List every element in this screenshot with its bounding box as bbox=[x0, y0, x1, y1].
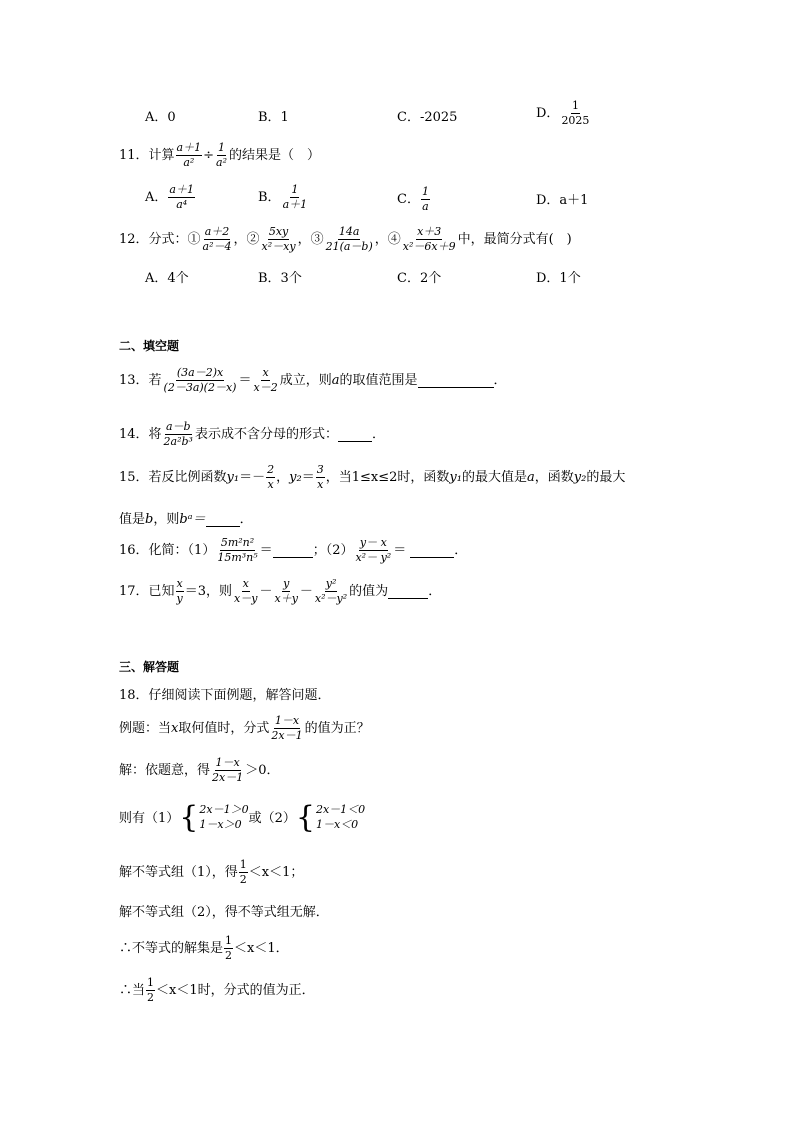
fraction-numerator: a＋2 bbox=[204, 226, 231, 240]
question-text: 14．将 bbox=[119, 427, 162, 443]
operator: － bbox=[259, 584, 273, 600]
q10-option-d bbox=[536, 100, 591, 127]
question-text: ＜x＜1． bbox=[234, 941, 289, 957]
fraction-denominator: 2025 bbox=[561, 114, 590, 128]
fraction-numerator: x bbox=[242, 578, 250, 592]
fraction-denominator: a＋1 bbox=[282, 198, 308, 212]
separator: ，② bbox=[233, 232, 260, 248]
question-text: ，函数 bbox=[534, 470, 574, 486]
question-text: 的取值范围是 bbox=[339, 373, 418, 389]
fraction-numerator: 2 bbox=[266, 464, 275, 478]
answer-blank[interactable] bbox=[273, 543, 313, 558]
fraction-denominator: a bbox=[422, 200, 429, 214]
fraction-numerator: 1 bbox=[217, 142, 226, 156]
fraction bbox=[202, 226, 233, 253]
question-text: ＝3，则 bbox=[184, 584, 233, 600]
question-text: ＜x＜1时，分式的值为正． bbox=[156, 983, 315, 999]
fraction bbox=[224, 935, 233, 962]
equals-sign: ＝ bbox=[393, 543, 407, 559]
fraction-denominator: a² bbox=[216, 156, 227, 170]
fraction-numerator: 5m²n² bbox=[220, 537, 255, 551]
question-text: 13．若 bbox=[119, 373, 162, 389]
question-text: 15．若反比例函数 bbox=[119, 470, 227, 486]
fraction bbox=[163, 421, 194, 448]
fraction-denominator: x－2 bbox=[253, 381, 278, 395]
question-text: 11．计算 bbox=[119, 148, 175, 164]
solution-line bbox=[119, 757, 280, 784]
question-text: 16．化简：（1） bbox=[119, 543, 216, 559]
fraction-numerator: a＋1 bbox=[168, 184, 195, 198]
variable: a bbox=[331, 373, 340, 389]
separator: ，③ bbox=[297, 232, 324, 248]
fraction-numerator: 1 bbox=[146, 977, 155, 991]
question-16 bbox=[119, 537, 467, 564]
question-15-line-2 bbox=[119, 512, 253, 527]
step-3 bbox=[119, 935, 289, 962]
question-text: 的结果是（ ） bbox=[228, 148, 320, 164]
fraction-numerator: 1－x bbox=[215, 757, 241, 771]
operator: ÷ bbox=[203, 148, 215, 164]
separator: ，④ bbox=[374, 232, 401, 248]
variable: y₂ bbox=[289, 470, 302, 486]
equals-sign: ＝ bbox=[301, 470, 315, 486]
step-2: 解不等式组（2），得不等式组无解． bbox=[119, 905, 329, 920]
fraction-numerator: x＋3 bbox=[416, 226, 442, 240]
fraction bbox=[354, 537, 392, 564]
fraction bbox=[282, 184, 309, 211]
question-text: ＜x＜1； bbox=[248, 865, 304, 881]
fraction-denominator: 21(a－b) bbox=[325, 240, 373, 254]
fraction bbox=[261, 226, 297, 253]
q10-option-a: A．0 bbox=[145, 110, 176, 125]
fraction bbox=[239, 859, 248, 886]
variable: b bbox=[145, 512, 154, 527]
question-15 bbox=[119, 464, 625, 491]
question-text: 12．分式：① bbox=[119, 232, 201, 248]
question-17 bbox=[119, 578, 441, 605]
fraction-denominator: 2 bbox=[239, 873, 247, 887]
question-text: 表示成不含分母的形式： bbox=[194, 427, 338, 443]
q11-option-c bbox=[397, 186, 431, 213]
q10-option-d-label: D． bbox=[536, 106, 560, 122]
section-heading: 三、解答题 bbox=[119, 660, 180, 674]
question-text: ． bbox=[493, 373, 507, 389]
question-text: 取何值时，分式 bbox=[178, 721, 270, 737]
question-text: 则有（1） bbox=[119, 810, 180, 826]
fraction-denominator: a² bbox=[183, 156, 195, 170]
section-heading: 二、填空题 bbox=[119, 339, 180, 353]
variable: y₁ bbox=[449, 470, 462, 486]
fraction-denominator: x＋y bbox=[274, 592, 298, 606]
separator: ， bbox=[276, 470, 290, 486]
question-text: 解不等式组（1），得 bbox=[119, 865, 238, 881]
fraction-numerator: 1 bbox=[290, 184, 299, 198]
expression: bᵃ＝ bbox=[179, 512, 206, 527]
variable: a bbox=[526, 470, 535, 486]
fraction-denominator: a²－4 bbox=[202, 240, 232, 254]
question-13 bbox=[119, 367, 507, 394]
answer-blank[interactable] bbox=[338, 427, 372, 442]
fraction-numerator: y² bbox=[325, 578, 338, 592]
fraction-denominator: x²－y² bbox=[314, 592, 348, 606]
step-4 bbox=[119, 977, 315, 1004]
option-label: B． bbox=[258, 190, 281, 206]
fraction bbox=[233, 578, 258, 605]
fraction-numerator: 1 bbox=[224, 935, 233, 949]
question-text: 的最大 bbox=[586, 470, 626, 486]
fraction-denominator: x－y bbox=[234, 592, 258, 606]
fraction bbox=[253, 367, 279, 394]
q10-option-b: B．1 bbox=[258, 110, 289, 125]
equals-sign: ＝ bbox=[238, 373, 252, 389]
equals-sign: ＝ bbox=[259, 543, 273, 559]
fraction bbox=[421, 186, 430, 213]
question-14 bbox=[119, 421, 385, 448]
inequality: 1－x＞0 bbox=[199, 818, 242, 831]
fraction-numerator: a＋1 bbox=[176, 142, 203, 156]
q12-option-a: A．4个 bbox=[145, 271, 189, 286]
fraction bbox=[316, 464, 325, 491]
fraction-numerator: 1－x bbox=[274, 715, 300, 729]
fraction-denominator: a⁴ bbox=[176, 198, 188, 212]
question-18-lead: 18．仔细阅读下面例题，解答问题． bbox=[119, 688, 331, 703]
question-text: 解：依题意，得 bbox=[119, 763, 211, 779]
fraction-numerator: 3 bbox=[316, 464, 325, 478]
brace-icon: { bbox=[179, 800, 199, 835]
q11-option-b bbox=[258, 184, 309, 211]
fraction-numerator: 1 bbox=[421, 186, 430, 200]
fraction-denominator: x bbox=[317, 478, 324, 492]
separator: ；（2） bbox=[312, 543, 354, 559]
fraction-denominator: x²－6x＋9 bbox=[402, 240, 456, 254]
fraction-denominator: (2－3a)(2－x) bbox=[163, 381, 237, 395]
fraction-numerator: a－b bbox=[165, 421, 192, 435]
fraction-numerator: y－ x bbox=[359, 537, 388, 551]
fraction bbox=[163, 367, 238, 394]
fraction bbox=[402, 226, 457, 253]
question-text: 例题：当 bbox=[119, 721, 172, 737]
fraction-denominator: x²－xy bbox=[261, 240, 296, 254]
question-text: ． bbox=[428, 584, 442, 600]
q11-option-a bbox=[145, 184, 196, 211]
fraction bbox=[266, 464, 275, 491]
fraction-denominator: x bbox=[267, 478, 274, 492]
fraction bbox=[211, 757, 244, 784]
question-text: ∴不等式的解集是 bbox=[119, 941, 224, 957]
fraction bbox=[146, 977, 155, 1004]
inequality-system-2 bbox=[295, 800, 366, 835]
question-text: 中，最简分式有( ) bbox=[457, 232, 572, 248]
operator: － bbox=[299, 584, 313, 600]
fraction-numerator: x bbox=[176, 578, 184, 592]
example-line bbox=[119, 715, 370, 742]
fraction-numerator: 14a bbox=[338, 226, 361, 240]
brace-icon: { bbox=[295, 800, 315, 835]
fraction-numerator: y bbox=[282, 578, 290, 592]
question-text: ． bbox=[371, 427, 385, 443]
fraction bbox=[273, 578, 298, 605]
system-line bbox=[119, 800, 366, 835]
question-text: 的最大值是 bbox=[461, 470, 527, 486]
variable: x bbox=[171, 721, 179, 737]
fraction bbox=[216, 537, 258, 564]
fraction-numerator: 1 bbox=[239, 859, 248, 873]
fraction-denominator: 15m³n⁵ bbox=[217, 551, 258, 565]
fraction-numerator: (3a－2)x bbox=[176, 367, 224, 381]
fraction-denominator: y bbox=[176, 592, 183, 606]
question-text: ，当1≤x≤2时，函数 bbox=[325, 470, 450, 486]
inequality: 1－x＜0 bbox=[315, 818, 359, 831]
fraction-denominator: 2a²b³ bbox=[163, 435, 193, 449]
fraction-denominator: 2x－1 bbox=[271, 729, 303, 743]
fraction bbox=[314, 578, 348, 605]
fraction-numerator: 1 bbox=[571, 100, 580, 114]
q12-option-b: B．3个 bbox=[258, 271, 302, 286]
fraction bbox=[215, 142, 228, 169]
step-1 bbox=[119, 859, 303, 886]
question-text: 值是 bbox=[119, 512, 146, 527]
question-text: ． bbox=[239, 512, 253, 527]
option-label: A． bbox=[145, 190, 168, 206]
q12-option-d: D．1个 bbox=[536, 271, 581, 286]
option-label: C． bbox=[397, 192, 420, 208]
answer-blank[interactable] bbox=[388, 584, 428, 599]
question-text: 17．已知 bbox=[119, 584, 175, 600]
answer-blank[interactable] bbox=[410, 543, 454, 558]
question-text: 成立，则 bbox=[279, 373, 332, 389]
fraction-denominator: 2 bbox=[147, 991, 155, 1005]
question-text: ＞0． bbox=[245, 763, 280, 779]
q10-option-c: C．-2025 bbox=[397, 110, 458, 125]
fraction bbox=[176, 578, 184, 605]
inequality-system-1 bbox=[179, 800, 249, 835]
answer-blank[interactable] bbox=[418, 373, 494, 388]
q10-option-d-fraction bbox=[560, 100, 590, 127]
question-text: 的值为 bbox=[349, 584, 389, 600]
fraction-numerator: 5xy bbox=[268, 226, 289, 240]
fraction bbox=[325, 226, 374, 253]
q11-option-d: D．a＋1 bbox=[536, 193, 589, 208]
question-text: ． bbox=[454, 543, 468, 559]
fraction bbox=[270, 715, 303, 742]
fraction bbox=[168, 184, 195, 211]
variable: y₁ bbox=[226, 470, 240, 486]
answer-blank[interactable] bbox=[206, 512, 240, 527]
fraction-denominator: 2 bbox=[225, 949, 233, 963]
variable: y₂ bbox=[573, 470, 587, 486]
inequality: 2x－1＞0 bbox=[199, 803, 249, 817]
fraction bbox=[176, 142, 203, 169]
inequality: 2x－1＜0 bbox=[315, 803, 366, 817]
fraction-denominator: 2x－1 bbox=[212, 771, 244, 785]
question-11 bbox=[119, 142, 320, 169]
question-text: ，则 bbox=[153, 512, 180, 527]
question-text: 的值为正？ bbox=[304, 721, 370, 737]
equals-sign: ＝－ bbox=[239, 470, 266, 486]
question-text: 或（2） bbox=[248, 810, 296, 826]
fraction-numerator: x bbox=[261, 367, 269, 381]
question-12 bbox=[119, 226, 572, 253]
q12-option-c: C．2个 bbox=[397, 271, 442, 286]
question-text: ∴当 bbox=[119, 983, 146, 999]
fraction-denominator: x²－ y² bbox=[355, 551, 392, 565]
